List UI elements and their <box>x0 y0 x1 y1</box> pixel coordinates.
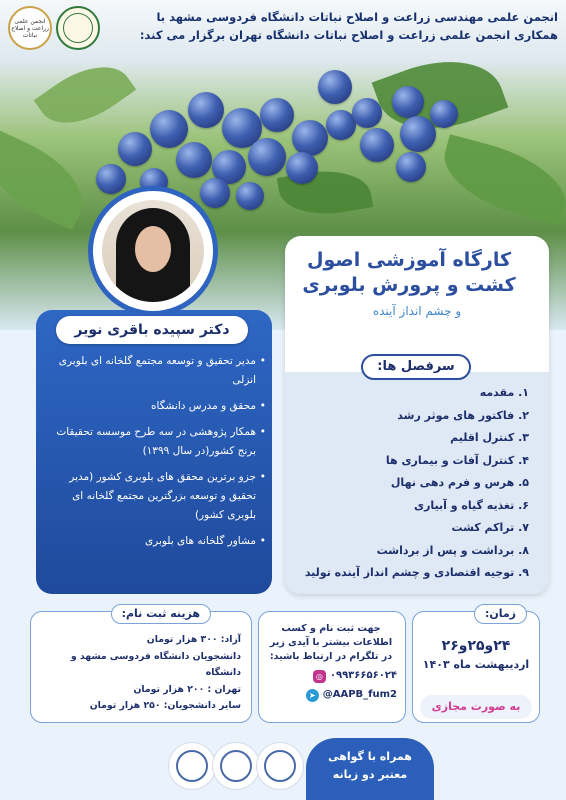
header-line-2: همکاری انجمن علمی زراعت و اصلاح نباتات دانشگاه تهران برگزار می کند: <box>139 28 558 42</box>
online-badge: به صورت مجازی <box>420 695 532 719</box>
blueberry <box>236 182 264 210</box>
instagram-icon: ◎ <box>313 670 326 683</box>
syllabus-item: ۵. هرس و فرم دهی نهال <box>390 476 529 489</box>
telegram-row[interactable] <box>265 688 397 702</box>
speaker-photo-frame <box>88 186 218 316</box>
fee-line: آزاد: ۳۰۰ هزار تومان <box>146 634 241 645</box>
fee-line: سایر دانشجویان: ۲۵۰ هزار تومان <box>89 700 241 711</box>
certificate-badge <box>306 738 434 800</box>
university-logo <box>56 6 100 50</box>
seal-icon <box>176 750 208 782</box>
time-label: زمان: <box>474 604 527 624</box>
syllabus-item: ۱. مقدمه <box>479 386 529 399</box>
bio-item: • جزو برترین محقق های بلوبری کشور (مدیر تحقیق و توسعه بزرگترین مجتمع گلخانه ای بلوبری کشور) <box>44 468 266 525</box>
event-days: ۲۴و۲۵و۲۶ <box>441 638 511 654</box>
seal-icon <box>220 750 252 782</box>
fee-line: تهران : ۲۰۰ هزار تومان <box>133 683 241 695</box>
telegram-icon: ➤ <box>306 689 319 702</box>
blueberry <box>396 152 426 182</box>
syllabus-label: سرفصل ها: <box>361 354 471 380</box>
footer-logo <box>212 742 260 790</box>
certificate-line-1: همراه با گواهی <box>328 750 412 763</box>
fee-lines <box>37 632 241 715</box>
blueberry <box>96 164 126 194</box>
photo-face <box>135 226 171 272</box>
phone-number[interactable]: ۰۹۹۳۶۶۵۶۰۲۴ <box>329 670 397 681</box>
university-emblem-icon <box>63 13 93 43</box>
leaf-shape <box>372 42 509 149</box>
syllabus-list <box>295 382 529 585</box>
header-text <box>100 8 558 44</box>
contact-lines <box>265 622 397 702</box>
blueberry <box>188 92 224 128</box>
blueberry <box>200 178 230 208</box>
leaf-shape <box>34 49 136 142</box>
bio-item: • مدیر تحقیق و توسعه مجتمع گلخانه ای بلوبری انزلی <box>44 352 266 390</box>
syllabus-item: ۳. کنترل اقلیم <box>450 431 529 444</box>
blueberry <box>400 116 436 152</box>
syllabus-item: ۲. فاکتور های موثر رشد <box>397 408 529 422</box>
blueberry <box>150 110 188 148</box>
workshop-card <box>285 236 549 594</box>
blueberry <box>248 138 286 176</box>
blueberry <box>292 120 328 156</box>
leaf-shape <box>0 130 98 231</box>
syllabus-item: ۷. تراکم کشت <box>451 521 529 534</box>
bio-item: • محقق و مدرس دانشگاه <box>44 397 266 416</box>
blueberry <box>286 152 318 184</box>
contact-line: اطلاعات بیشتر با آیدی زیر <box>269 637 393 648</box>
blueberry <box>352 98 382 128</box>
association-logo <box>8 6 52 50</box>
speaker-photo <box>102 200 204 302</box>
event-month: اردیبهشت ماه ۱۴۰۳ <box>422 658 530 671</box>
header-line-1: انجمن علمی مهندسی زراعت و اصلاح نباتات دانشگاه فردوسی مشهد با <box>156 10 558 24</box>
blueberry <box>260 98 294 132</box>
syllabus-item: ۶. تغذیه گیاه و آبیاری <box>414 498 529 512</box>
blueberry <box>392 86 424 118</box>
blueberry <box>176 142 212 178</box>
syllabus-item: ۸. برداشت و پس از برداشت <box>376 543 529 557</box>
footer-logo <box>168 742 216 790</box>
time-lines <box>413 636 539 674</box>
contact-line: جهت ثبت نام و کسب <box>281 623 381 634</box>
blueberry <box>318 70 352 104</box>
seal-icon <box>264 750 296 782</box>
contact-panel <box>258 611 406 723</box>
syllabus-item: ۴. کنترل آفات و بیماری ها <box>385 453 529 467</box>
syllabus-item: ۹. توجیه اقتصادی و چشم انداز آینده تولید <box>304 566 529 579</box>
bio-item: • همکار پژوهشی در سه طرح موسسه تحقیقات برنج کشور(در سال ۱۳۹۹) <box>44 423 266 461</box>
workshop-subtitle: و چشم انداز آینده <box>372 304 462 318</box>
workshop-title: کارگاه آموزشی اصول کشت و پرورش بلوبری <box>302 249 516 296</box>
speaker-name: دکتر سپیده باقری نویر <box>56 316 248 344</box>
telegram-id[interactable]: @AAPB_fum2 <box>322 689 397 700</box>
certificate-line-2: معتبر دو زبانه <box>332 768 408 781</box>
fee-line: دانشجویان دانشگاه فردوسی مشهد و دانشگاه <box>70 650 241 678</box>
footer-logo <box>256 742 304 790</box>
phone-row[interactable] <box>265 669 397 683</box>
blueberry <box>430 100 458 128</box>
fee-label: هزینه ثبت نام: <box>111 604 211 624</box>
blueberry <box>360 128 394 162</box>
leaf-shape <box>434 134 566 226</box>
logo-text: انجمن علمی زراعت و اصلاح نباتات <box>11 17 49 39</box>
contact-line: در تلگرام در ارتباط باشید: <box>269 651 393 662</box>
speaker-bio-list <box>44 352 266 558</box>
blueberry <box>118 132 152 166</box>
bio-item: • مشاور گلخانه های بلوبری <box>44 532 266 551</box>
fee-panel <box>30 607 252 723</box>
